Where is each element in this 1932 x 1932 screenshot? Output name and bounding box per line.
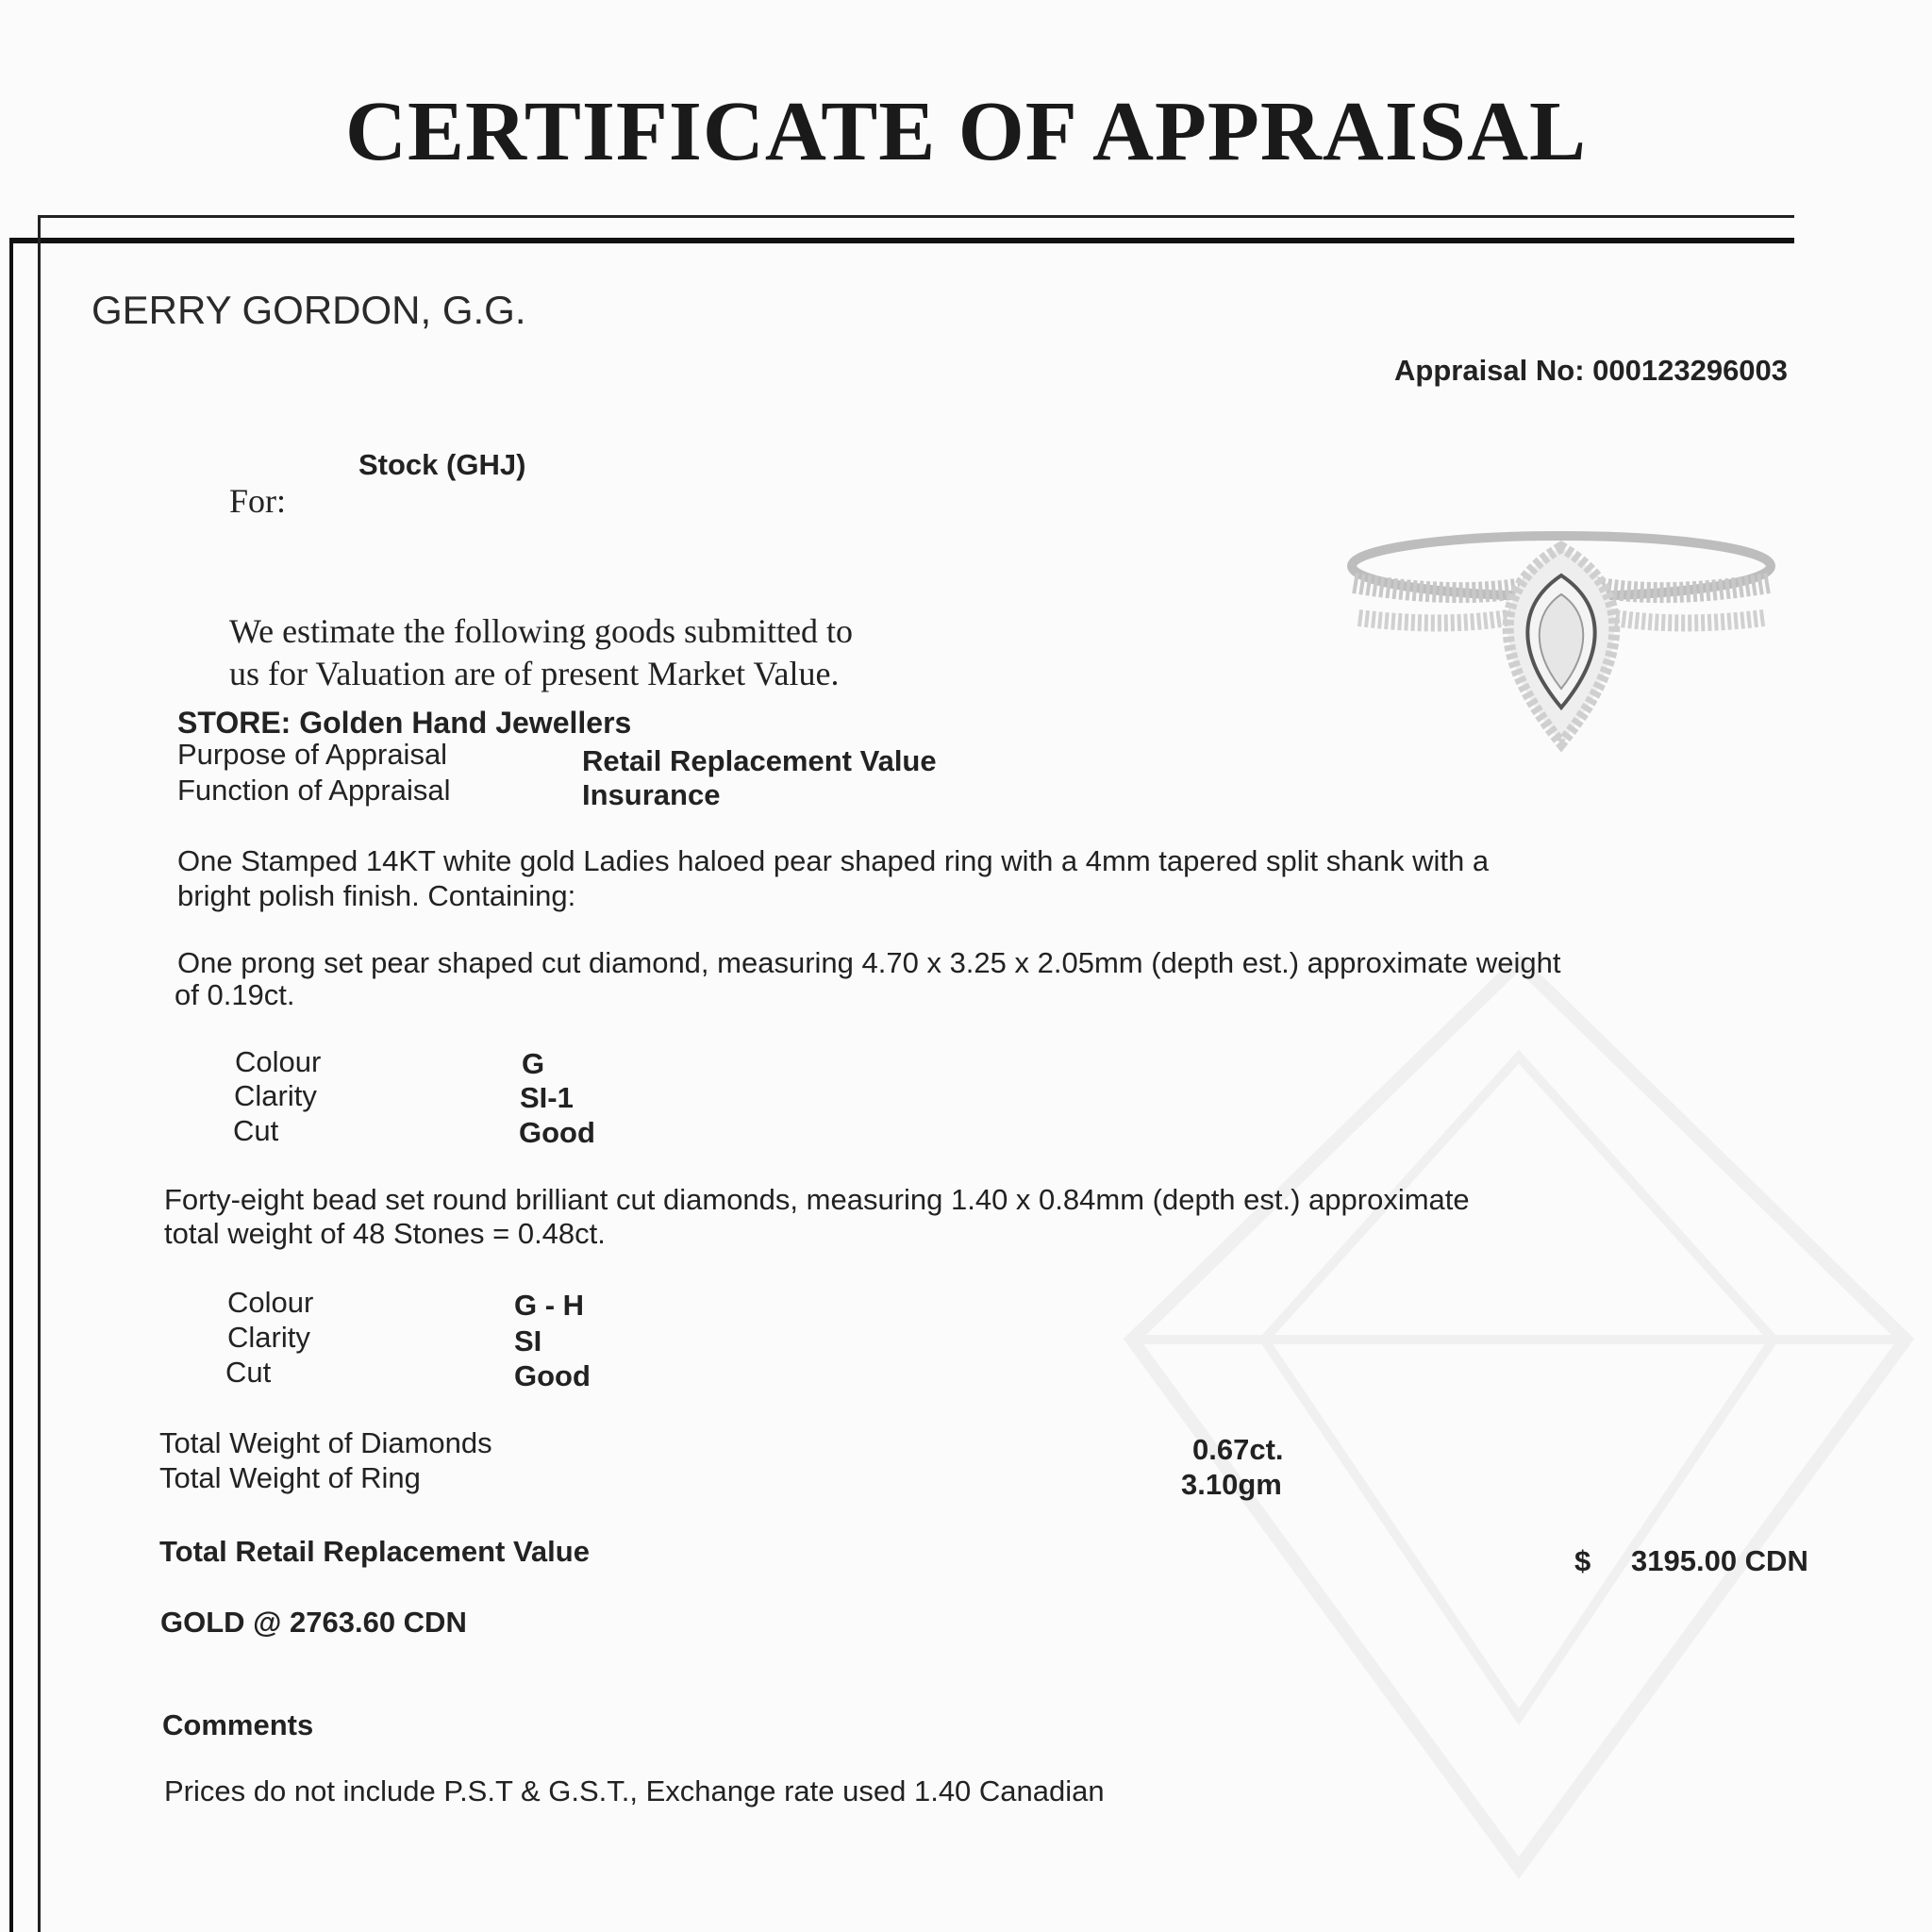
header-rule-thin [40, 215, 1794, 218]
left-border-rule [9, 238, 13, 1932]
watermark-diamond-icon [1113, 943, 1924, 1887]
appraisal-number: Appraisal No: 000123296003 [1394, 354, 1789, 387]
ring-description-line-1: One Stamped 14KT white gold Ladies haloed pear shaped ring with a 4mm tapered split shank with a [177, 844, 1490, 877]
side-stones-line-1: Forty-eight bead set round brilliant cut diamonds, measuring 1.40 x 0.84mm (depth est.) approximate [164, 1183, 1470, 1216]
currency-symbol: $ [1574, 1544, 1591, 1577]
gold-price: GOLD @ 2763.60 CDN [160, 1606, 467, 1639]
side-colour-label: Colour [227, 1286, 314, 1319]
function-value: Insurance [582, 778, 721, 811]
side-clarity-value: SI [514, 1324, 542, 1357]
intro-line-2: us for Valuation are of present Market Value. [229, 655, 840, 692]
comments-label: Comments [162, 1708, 314, 1741]
center-stone-line-1: One prong set pear shaped cut diamond, measuring 4.70 x 3.25 x 2.05mm (depth est.) approximate weight [177, 946, 1561, 979]
intro-line-1: We estimate the following goods submitted to [229, 612, 854, 650]
center-clarity-value: SI-1 [520, 1081, 574, 1114]
center-colour-value: G [522, 1047, 545, 1080]
ring-description-line-2: bright polish finish. Containing: [177, 879, 576, 912]
side-colour-value: G - H [514, 1289, 585, 1322]
center-clarity-label: Clarity [234, 1079, 317, 1112]
total-ring-label: Total Weight of Ring [159, 1461, 421, 1494]
side-cut-value: Good [514, 1359, 591, 1392]
document-title: CERTIFICATE OF APPRAISAL [345, 85, 1587, 178]
center-stone-line-2: of 0.19ct. [175, 978, 295, 1011]
center-cut-value: Good [519, 1116, 595, 1149]
left-border-rule-inner [38, 215, 41, 1932]
comments-text: Prices do not include P.S.T & G.S.T., Exchange rate used 1.40 Canadian [164, 1774, 1105, 1807]
purpose-label: Purpose of Appraisal [177, 738, 448, 771]
client-name: Stock (GHJ) [358, 448, 526, 481]
total-diamonds-value: 0.67ct. [1192, 1433, 1284, 1466]
header-rule-thick [9, 238, 1794, 243]
center-colour-label: Colour [235, 1045, 322, 1078]
store-name: STORE: Golden Hand Jewellers [177, 706, 632, 740]
ring-photo [1344, 509, 1778, 755]
for-label: For: [229, 482, 287, 520]
purpose-value: Retail Replacement Value [582, 744, 937, 777]
total-ring-value: 3.10gm [1181, 1468, 1282, 1501]
center-cut-label: Cut [233, 1114, 279, 1147]
appraiser-name: GERRY GORDON, G.G. [92, 288, 526, 332]
total-value-amount: 3195.00 CDN [1631, 1544, 1808, 1577]
total-diamonds-label: Total Weight of Diamonds [159, 1426, 492, 1459]
side-cut-label: Cut [225, 1356, 272, 1389]
function-label: Function of Appraisal [177, 774, 451, 807]
side-stones-line-2: total weight of 48 Stones = 0.48ct. [164, 1217, 606, 1250]
total-value-label: Total Retail Replacement Value [159, 1535, 590, 1568]
side-clarity-label: Clarity [227, 1321, 310, 1354]
